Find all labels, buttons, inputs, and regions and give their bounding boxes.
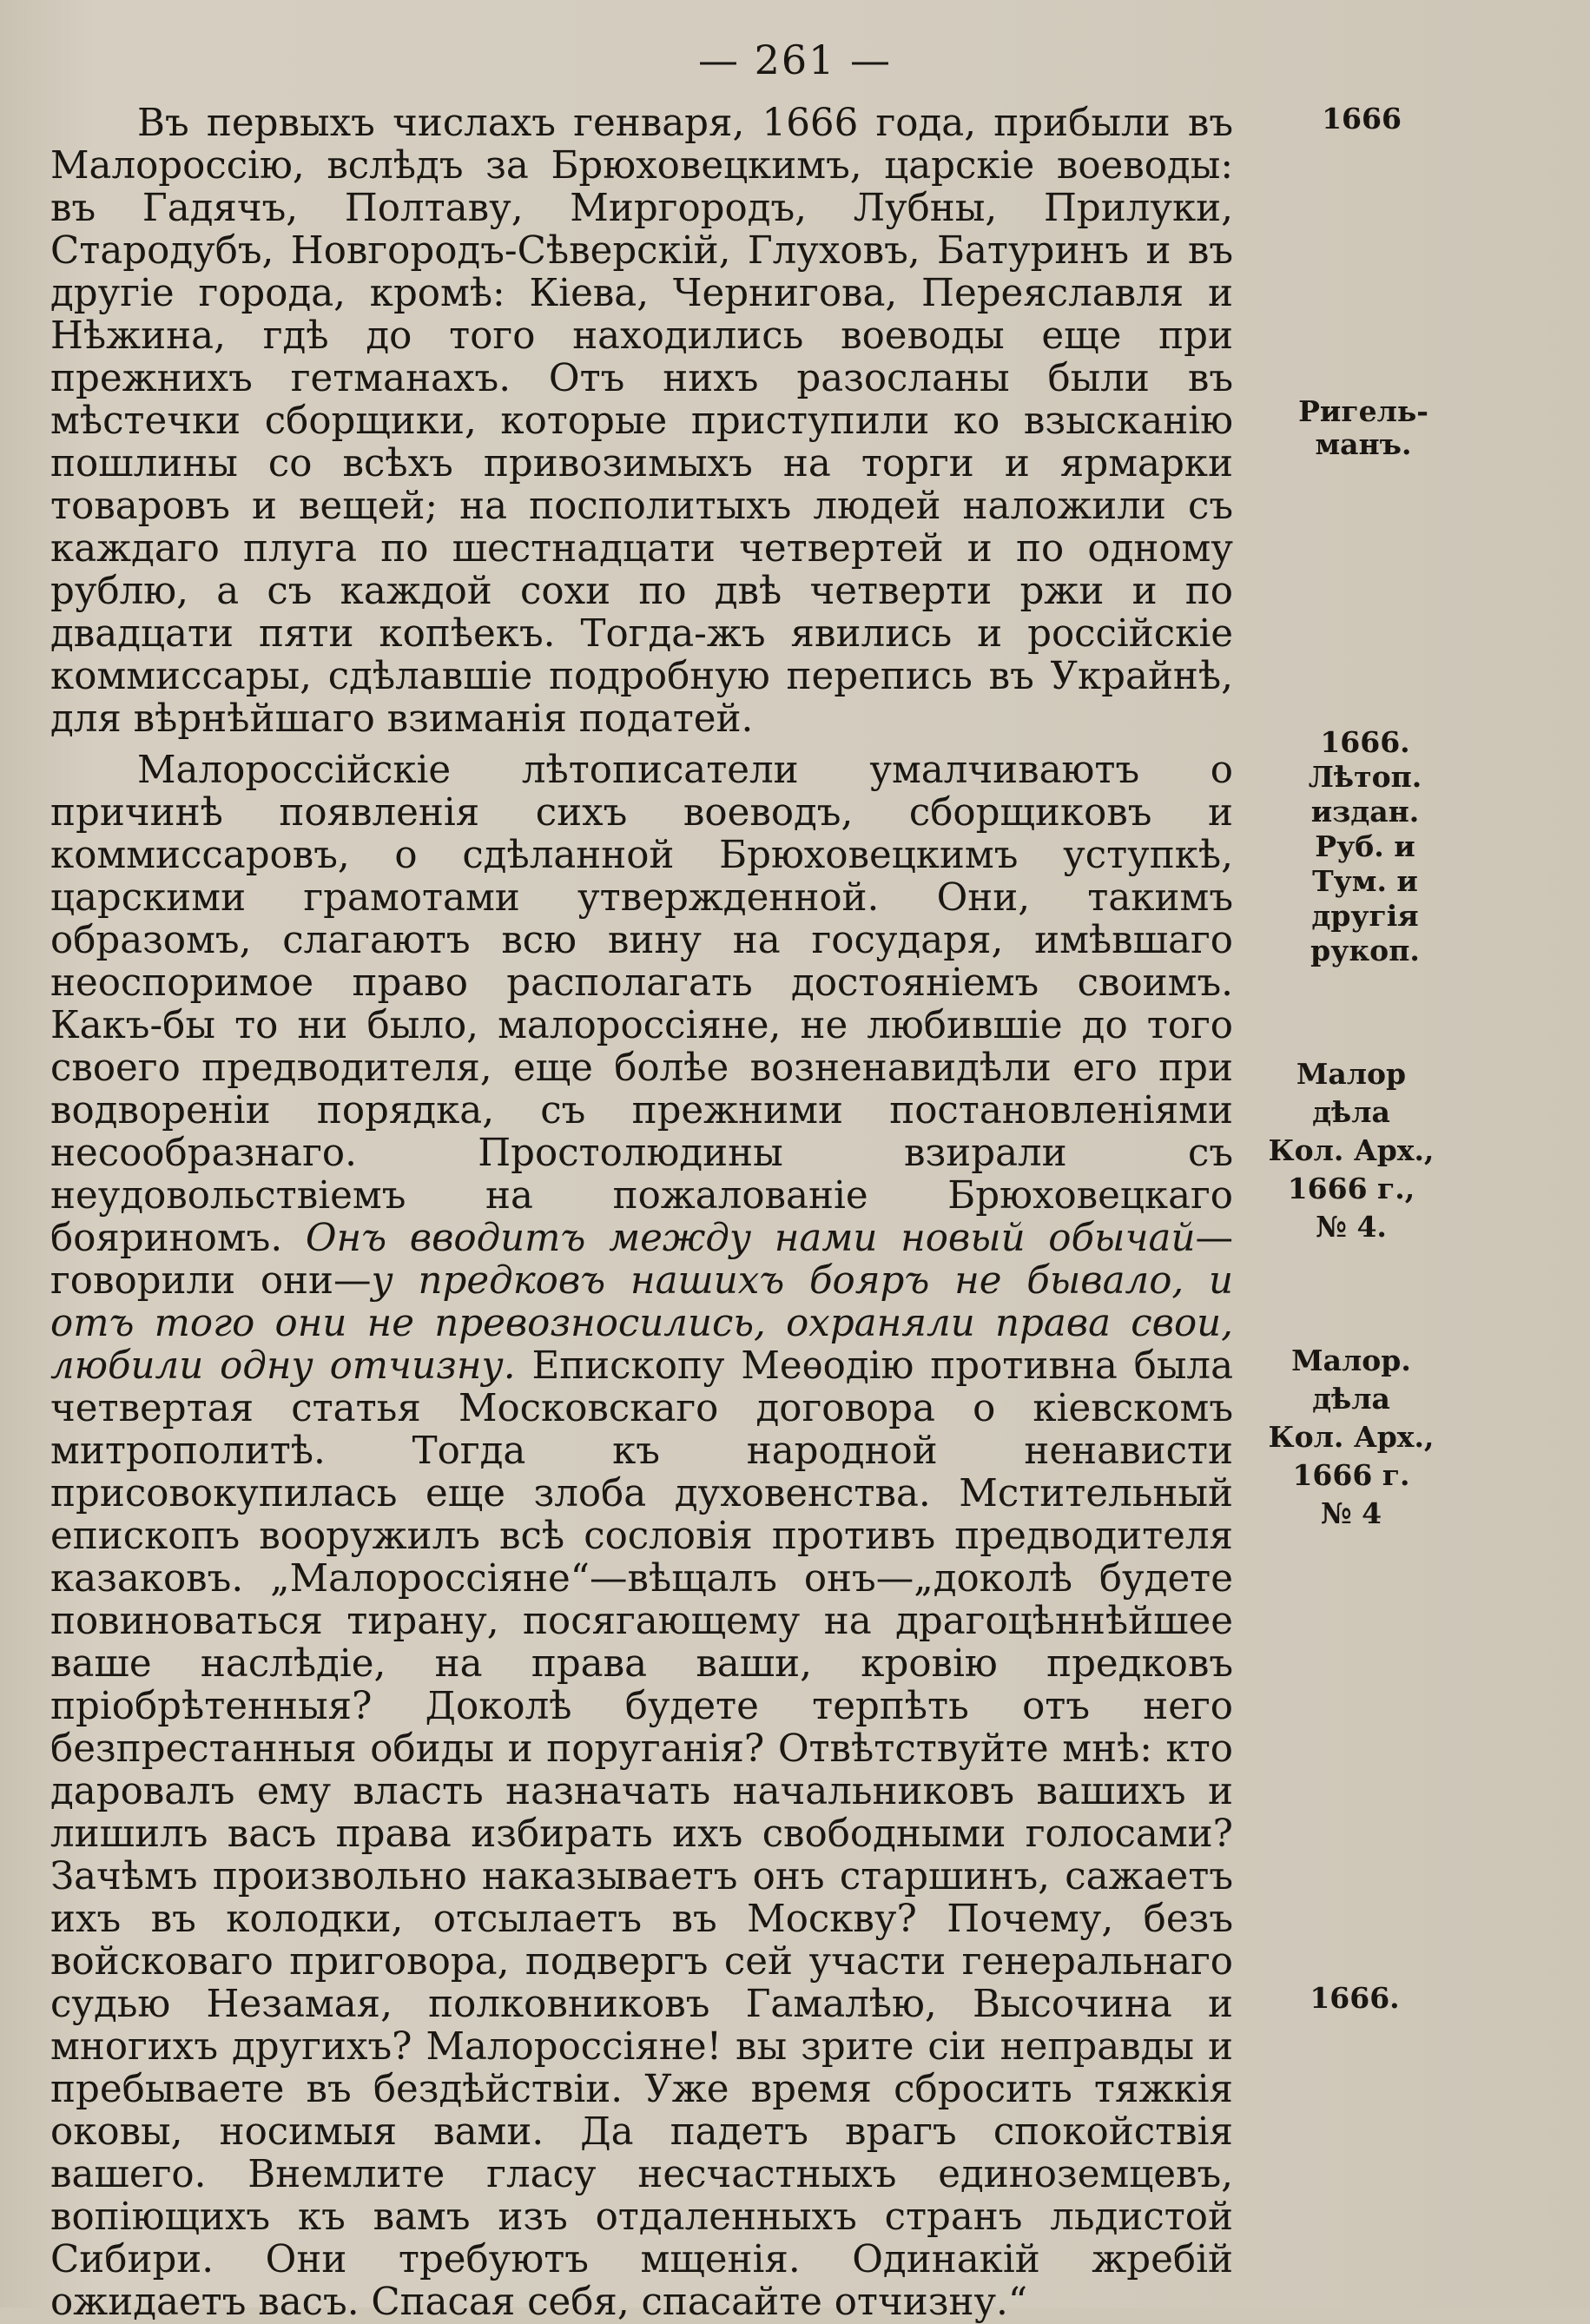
- margin-note-3: [1261, 725, 1469, 968]
- margin-note-line: 1666.: [1310, 1981, 1400, 2015]
- margin-note-4: [1247, 1055, 1455, 1246]
- margin-note-line: Кол. Арх.,: [1268, 1133, 1435, 1167]
- quote-dash: —говорили они—: [50, 1217, 1233, 1303]
- margin-note-line: Тум. и: [1312, 864, 1418, 898]
- margin-note-line: 1666.: [1320, 725, 1410, 759]
- margin-note-line: Малор: [1296, 1057, 1407, 1091]
- margin-note-line: рукоп.: [1310, 934, 1420, 967]
- margin-note-line: № 4.: [1316, 1210, 1387, 1244]
- page-number: — 261 —: [697, 36, 893, 83]
- paragraph-2-text: Малороссійскіе лѣтописатели умалчиваютъ о причинѣ появленія сихъ воеводъ, сборщиковъ и коммиссаровъ, о сдѣланной Брюховецкимъ уступкѣ, царскими грамотами утвержденной. Они, такимъ образомъ, слагаютъ всю вину на государя, имѣвшаго неоспоримое право располагать достояніемъ своимъ. Какъ-бы то ни было, малороссіяне, не любившіе до того своего предводителя, еще болѣе возненавидѣли его при водвореніи порядка, съ прежними постановленіями несообразнаго. Простолюдины взирали съ неудовольствіемъ на пожалованіе Брюховецкаго бояриномъ.: [50, 749, 1233, 1260]
- margin-note-line: Кол. Арх.,: [1268, 1420, 1435, 1454]
- margin-note-line: № 4: [1320, 1496, 1382, 1530]
- margin-note-6: [1250, 1982, 1459, 2015]
- paragraph-2-continuation: Епископу Меѳодію противна была четвертая статья Московскаго договора о кіевскомъ митрополитѣ. Тогда къ народной ненависти присовокупилась еще злоба духовенства. Мстительный епископъ вооружилъ всѣ сословія противъ предводителя казаковъ. „Малороссіяне“—вѣщалъ онъ—„доколѣ будете повиноваться тирану, посягающему на драгоцѣннѣйшее ваше наслѣдіе, на права ваши, кровію предковъ пріобрѣтенныя? Доколѣ будете терпѣть отъ него безпрестанныя обиды и поруганія? Отвѣтствуйте мнѣ: кто даровалъ ему власть назначать начальниковъ вашихъ и лишилъ васъ права избирать ихъ свободными голосами? Зачѣмъ произвольно наказываетъ онъ старшинъ, сажаетъ ихъ въ колодки, отсылаетъ въ Москву? Почему, безъ войсковаго приговора, подвергъ сей участи генеральнаго судью Незамая, полковниковъ Гамалѣю, Высочина и многихъ другихъ? Малороссіяне! вы зрите сіи неправды и пребываете въ бездѣйствіи. Уже время сбросить тяжкія оковы, носимыя вами. Да падетъ врагъ спокойствія вашего. Внемлите гласу несчастныхъ единоземцевъ, вопіющихъ къ вамъ изъ отдаленныхъ странъ льдистой Сибири. Они требуютъ мщенія. Одинакій жребій ожидаетъ васъ. Спасая себя, спасайте отчизну.“: [50, 1344, 1234, 2324]
- quote-italic-1: Онъ вводитъ между нами новый обычай: [305, 1217, 1196, 1260]
- margin-note-line: Лѣтоп.: [1308, 760, 1422, 794]
- margin-note-line: 1666 г.,: [1287, 1172, 1415, 1205]
- margin-note-line: манъ.: [1315, 427, 1412, 461]
- margin-note-line: Ригель-: [1298, 394, 1428, 428]
- margin-note-line: дѣла: [1312, 1382, 1390, 1416]
- margin-note-2: [1259, 395, 1468, 461]
- margin-note-5: [1247, 1342, 1455, 1533]
- margin-note-1: [1257, 102, 1466, 135]
- paragraph-2: [50, 749, 1233, 2324]
- margin-note-line: дѣла: [1312, 1095, 1390, 1129]
- paragraph-1: Въ первыхъ числахъ генваря, 1666 года, прибыли въ Малороссію, вслѣдъ за Брюховецкимъ, царскіе воеводы: въ Гадячъ, Полтаву, Миргородъ, Лубны, Прилуки, Стародубъ, Новгородъ-Сѣверскій, Глуховъ, Батуринъ и въ другіе города, кромѣ: Кіева, Чернигова, Переяславля и Нѣжина, гдѣ до того находились воеводы еще при прежнихъ гетманахъ. Отъ нихъ разосланы были въ мѣстечки сборщики, которые приступили ко взысканію пошлины со всѣхъ привозимыхъ на торги и ярмарки товаровъ и вещей; на посполитыхъ людей наложили съ каждаго плуга по шестнадцати четвертей и по одному рублю, а съ каждой сохи по двѣ четверти ржи и по двадцати пяти копѣекъ. Тогда-жъ явились и россійскіе коммиссары, сдѣлавшіе подробную перепись въ Украйнѣ, для вѣрнѣйшаго взиманія податей.: [50, 102, 1233, 741]
- margin-note-line: Малор.: [1291, 1344, 1411, 1377]
- quote-italic-2: у предковъ нашихъ бояръ не бывало, и отъ того они не превозносились, охраняли права свои, любили одну отчизну.: [50, 1259, 1233, 1388]
- margin-note-line: издан.: [1310, 795, 1420, 829]
- main-text: [50, 102, 1233, 2324]
- margin-note-line: Руб. и: [1315, 829, 1415, 863]
- margin-note-line: 1666: [1322, 102, 1402, 135]
- margin-note-line: другія: [1311, 899, 1419, 933]
- margin-note-line: 1666 г.: [1292, 1458, 1410, 1492]
